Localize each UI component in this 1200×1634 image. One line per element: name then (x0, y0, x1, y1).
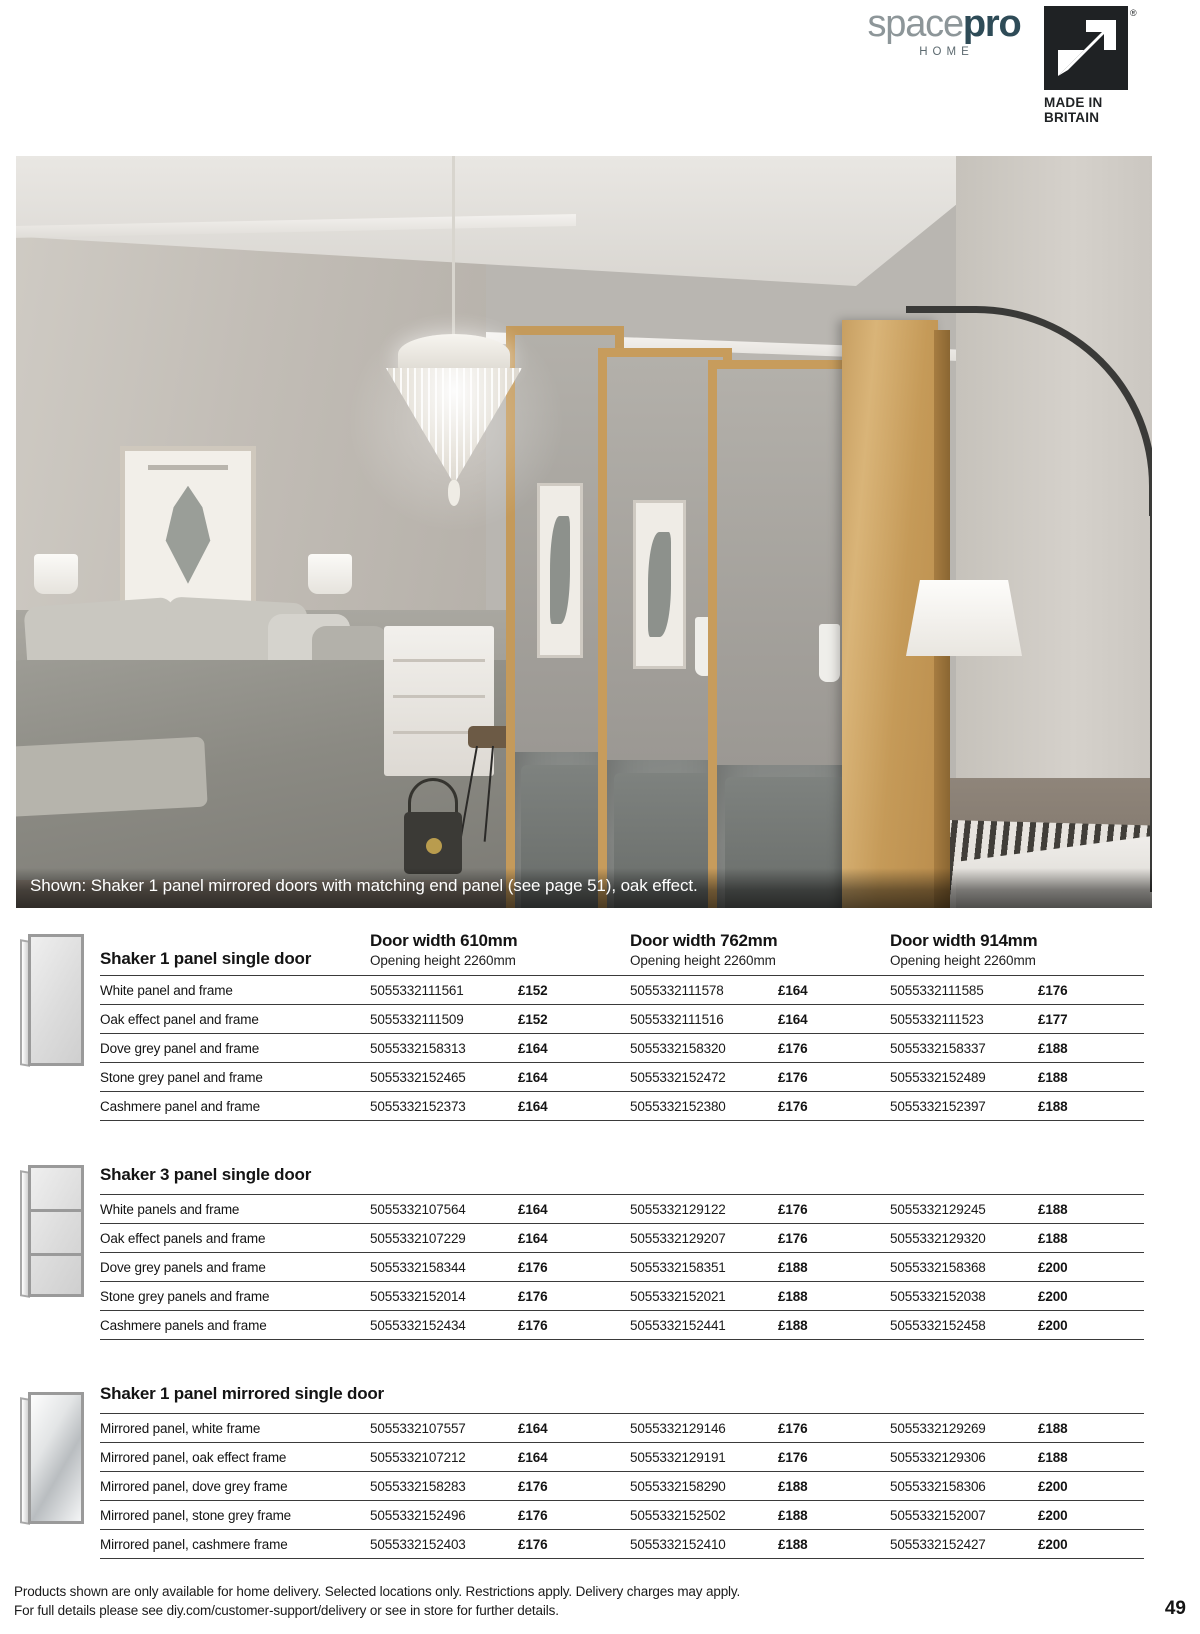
price-762: £176 (778, 1034, 884, 1063)
product-code-610: 5055332152014 (370, 1282, 518, 1311)
price-610: £164 (518, 1195, 624, 1224)
price-914: £188 (1038, 1443, 1144, 1472)
price-914: £188 (1038, 1092, 1144, 1121)
price-914: £200 (1038, 1501, 1144, 1530)
product-code-762: 5055332158320 (630, 1034, 778, 1063)
wall-sconce-left (34, 554, 78, 594)
price-762: £176 (778, 1092, 884, 1121)
price-914: £200 (1038, 1472, 1144, 1501)
price-914: £188 (1038, 1063, 1144, 1092)
reflection-wall (717, 369, 851, 765)
column-group-762 (630, 930, 890, 976)
price-610: £176 (518, 1253, 624, 1282)
made-in-britain-badge (1044, 6, 1142, 125)
shaker-3-panel-door-thumbnail (14, 1165, 98, 1297)
column-group-914 (890, 930, 1144, 976)
product-name: Mirrored panel, dove grey frame (100, 1472, 370, 1501)
price-610: £152 (518, 1005, 624, 1034)
mirrored-door-3 (708, 360, 860, 908)
price-762: £176 (778, 1414, 884, 1443)
table-row (100, 1063, 1144, 1092)
product-name: Mirrored panel, stone grey frame (100, 1501, 370, 1530)
table-row (100, 1530, 1144, 1559)
brand-word-space: space (867, 3, 963, 45)
price-762: £164 (778, 976, 884, 1005)
price-914: £188 (1038, 1414, 1144, 1443)
product-code-914: 5055332152397 (890, 1092, 1038, 1121)
shaker-1-panel-mirrored-door-thumbnail (14, 1392, 98, 1524)
product-code-762: 5055332152441 (630, 1311, 778, 1340)
table-row (100, 1224, 1144, 1253)
table-row (100, 1282, 1144, 1311)
table-header-row (100, 930, 1144, 976)
price-762: £188 (778, 1501, 884, 1530)
column-opening-label: Opening height 2260mm (370, 953, 516, 968)
product-code-914: 5055332111523 (890, 1005, 1038, 1034)
table-row (100, 976, 1144, 1005)
brand-wordmark (846, 4, 1042, 44)
arrow-glyph-icon (1044, 6, 1128, 90)
product-code-914: 5055332152427 (890, 1530, 1038, 1559)
price-610: £152 (518, 976, 624, 1005)
price-914: £200 (1038, 1530, 1144, 1559)
table-row (100, 1472, 1144, 1501)
arc-floor-lamp-pole (1150, 512, 1152, 892)
price-table-shaker-1-panel-mirrored (100, 1413, 1144, 1559)
price-762: £188 (778, 1311, 884, 1340)
mib-line2: BRITAIN (1044, 110, 1100, 125)
price-762: £164 (778, 1005, 884, 1034)
price-762: £188 (778, 1253, 884, 1282)
product-name: Dove grey panels and frame (100, 1253, 370, 1282)
table-row (100, 1443, 1144, 1472)
product-code-610: 5055332158344 (370, 1253, 518, 1282)
product-name: Oak effect panels and frame (100, 1224, 370, 1253)
product-code-610: 5055332152465 (370, 1063, 518, 1092)
table-row (100, 1005, 1144, 1034)
price-914: £188 (1038, 1034, 1144, 1063)
product-code-914: 5055332158337 (890, 1034, 1038, 1063)
product-code-610: 5055332111509 (370, 1005, 518, 1034)
product-name: Cashmere panel and frame (100, 1092, 370, 1121)
brand-subtitle: HOME (919, 46, 974, 58)
price-610: £164 (518, 1063, 624, 1092)
made-in-britain-text (1044, 95, 1142, 125)
reflection-artwork (633, 500, 686, 669)
price-762: £176 (778, 1443, 884, 1472)
shaker-1-panel-door-thumbnail (14, 934, 98, 1066)
mirrored-door-thumbnail-face (28, 1392, 84, 1524)
registered-trademark-icon: ® (1130, 8, 1137, 18)
union-arrow-icon (1044, 6, 1137, 90)
page-number: 49 (1164, 1598, 1186, 1619)
price-610: £176 (518, 1311, 624, 1340)
table-row (100, 1092, 1144, 1121)
column-width-label: Door width 762mm (630, 931, 778, 950)
leaf-graphic-icon (155, 486, 221, 584)
price-762: £176 (778, 1195, 884, 1224)
wall-sconce-right (308, 554, 352, 594)
product-name: Stone grey panel and frame (100, 1063, 370, 1092)
product-code-762: 5055332152472 (630, 1063, 778, 1092)
price-914: £188 (1038, 1195, 1144, 1224)
product-code-762: 5055332152021 (630, 1282, 778, 1311)
product-code-762: 5055332152380 (630, 1092, 778, 1121)
product-code-762: 5055332152410 (630, 1530, 778, 1559)
price-610: £176 (518, 1472, 624, 1501)
product-code-914: 5055332158306 (890, 1472, 1038, 1501)
crystal-chandelier (368, 156, 538, 566)
price-610: £176 (518, 1501, 624, 1530)
table-row (100, 1311, 1144, 1340)
page-footer (14, 1582, 1186, 1620)
reflection-lamp (819, 624, 840, 681)
brand-word-pro: pro (962, 3, 1021, 45)
arc-floor-lamp-shade (906, 580, 1022, 656)
product-code-610: 5055332152434 (370, 1311, 518, 1340)
table-row (100, 1034, 1144, 1063)
product-code-914: 5055332111585 (890, 976, 1038, 1005)
product-code-610: 5055332107564 (370, 1195, 518, 1224)
price-610: £176 (518, 1530, 624, 1559)
door-thumbnail-face (28, 1165, 84, 1297)
spacepro-logo (846, 4, 1042, 58)
product-code-762: 5055332158351 (630, 1253, 778, 1282)
hero-caption: Shown: Shaker 1 panel mirrored doors with matching end panel (see page 51), oak effect. (16, 868, 1152, 908)
price-914: £188 (1038, 1224, 1144, 1253)
table-row (100, 1253, 1144, 1282)
page-header (0, 0, 1200, 150)
footer-disclaimer-line-1: Products shown are only available for home delivery. Selected locations only. Restrictions apply. Delivery charges may apply. (14, 1584, 741, 1599)
product-code-610: 5055332107557 (370, 1414, 518, 1443)
product-code-762: 5055332129207 (630, 1224, 778, 1253)
panel-divider (28, 1253, 84, 1256)
product-code-610: 5055332152403 (370, 1530, 518, 1559)
bedroom-scene (16, 156, 1152, 908)
artwork-caption-line (148, 465, 229, 470)
product-code-762: 5055332129191 (630, 1443, 778, 1472)
pricing-block-shaker-3-panel (0, 1165, 1200, 1340)
price-610: £164 (518, 1092, 624, 1121)
column-opening-label: Opening height 2260mm (630, 953, 776, 968)
hero-room-photo (16, 156, 1152, 908)
price-610: £164 (518, 1034, 624, 1063)
product-code-762: 5055332111516 (630, 1005, 778, 1034)
product-code-914: 5055332158368 (890, 1253, 1038, 1282)
product-code-914: 5055332129320 (890, 1224, 1038, 1253)
table-row (100, 1195, 1144, 1224)
product-code-914: 5055332152038 (890, 1282, 1038, 1311)
product-code-914: 5055332152458 (890, 1311, 1038, 1340)
door-thumbnail-face (28, 934, 84, 1066)
handbag (404, 812, 462, 874)
price-914: £200 (1038, 1253, 1144, 1282)
chandelier-rod (452, 156, 455, 342)
price-762: £188 (778, 1472, 884, 1501)
mirror-reflection (717, 369, 851, 908)
product-code-610: 5055332152373 (370, 1092, 518, 1121)
product-code-610: 5055332111561 (370, 976, 518, 1005)
product-code-914: 5055332152489 (890, 1063, 1038, 1092)
footer-disclaimer-line-2: For full details please see diy.com/customer-support/delivery or see in store for further details. (14, 1603, 559, 1618)
product-name: Oak effect panel and frame (100, 1005, 370, 1034)
product-code-762: 5055332129122 (630, 1195, 778, 1224)
price-762: £176 (778, 1063, 884, 1092)
product-code-914: 5055332129245 (890, 1195, 1038, 1224)
price-914: £200 (1038, 1311, 1144, 1340)
product-code-610: 5055332158283 (370, 1472, 518, 1501)
chandelier-finial (448, 480, 460, 506)
product-name: Dove grey panel and frame (100, 1034, 370, 1063)
column-width-label: Door width 610mm (370, 931, 518, 950)
product-code-762: 5055332152502 (630, 1501, 778, 1530)
table-title: Shaker 1 panel mirrored single door (100, 1384, 384, 1403)
product-name: Mirrored panel, cashmere frame (100, 1530, 370, 1559)
product-code-914: 5055332129269 (890, 1414, 1038, 1443)
column-width-label: Door width 914mm (890, 931, 1038, 950)
product-code-610: 5055332107229 (370, 1224, 518, 1253)
column-group-610 (370, 930, 630, 976)
product-code-610: 5055332107212 (370, 1443, 518, 1472)
panel-divider (28, 1209, 84, 1212)
product-code-610: 5055332158313 (370, 1034, 518, 1063)
mib-line1: MADE IN (1044, 95, 1103, 110)
price-table-shaker-3-panel (100, 1194, 1144, 1340)
pricing-block-shaker-1-panel (0, 930, 1200, 1121)
pricing-tables (0, 930, 1200, 1583)
product-code-914: 5055332152007 (890, 1501, 1038, 1530)
framed-leaf-artwork (120, 446, 256, 614)
price-914: £177 (1038, 1005, 1144, 1034)
mirror-reflection (607, 357, 723, 908)
price-762: £188 (778, 1282, 884, 1311)
price-610: £164 (518, 1443, 624, 1472)
price-762: £188 (778, 1530, 884, 1559)
pricing-block-shaker-1-panel-mirrored (0, 1384, 1200, 1559)
price-610: £176 (518, 1282, 624, 1311)
product-name: Mirrored panel, oak effect frame (100, 1443, 370, 1472)
product-name: Stone grey panels and frame (100, 1282, 370, 1311)
table-title: Shaker 3 panel single door (100, 1165, 312, 1184)
price-610: £164 (518, 1224, 624, 1253)
price-610: £164 (518, 1414, 624, 1443)
price-914: £200 (1038, 1282, 1144, 1311)
product-code-610: 5055332152496 (370, 1501, 518, 1530)
product-code-914: 5055332129306 (890, 1443, 1038, 1472)
product-name: Cashmere panels and frame (100, 1311, 370, 1340)
product-name: Mirrored panel, white frame (100, 1414, 370, 1443)
table-row (100, 1414, 1144, 1443)
product-name: White panels and frame (100, 1195, 370, 1224)
table-title: Shaker 1 panel single door (100, 949, 312, 968)
table-row (100, 1501, 1144, 1530)
column-opening-label: Opening height 2260mm (890, 953, 1036, 968)
price-table-shaker-1-panel (100, 930, 1144, 1121)
price-914: £176 (1038, 976, 1144, 1005)
product-code-762: 5055332111578 (630, 976, 778, 1005)
product-code-762: 5055332158290 (630, 1472, 778, 1501)
product-code-762: 5055332129146 (630, 1414, 778, 1443)
throw-blanket (16, 737, 208, 818)
product-name: White panel and frame (100, 976, 370, 1005)
price-762: £176 (778, 1224, 884, 1253)
